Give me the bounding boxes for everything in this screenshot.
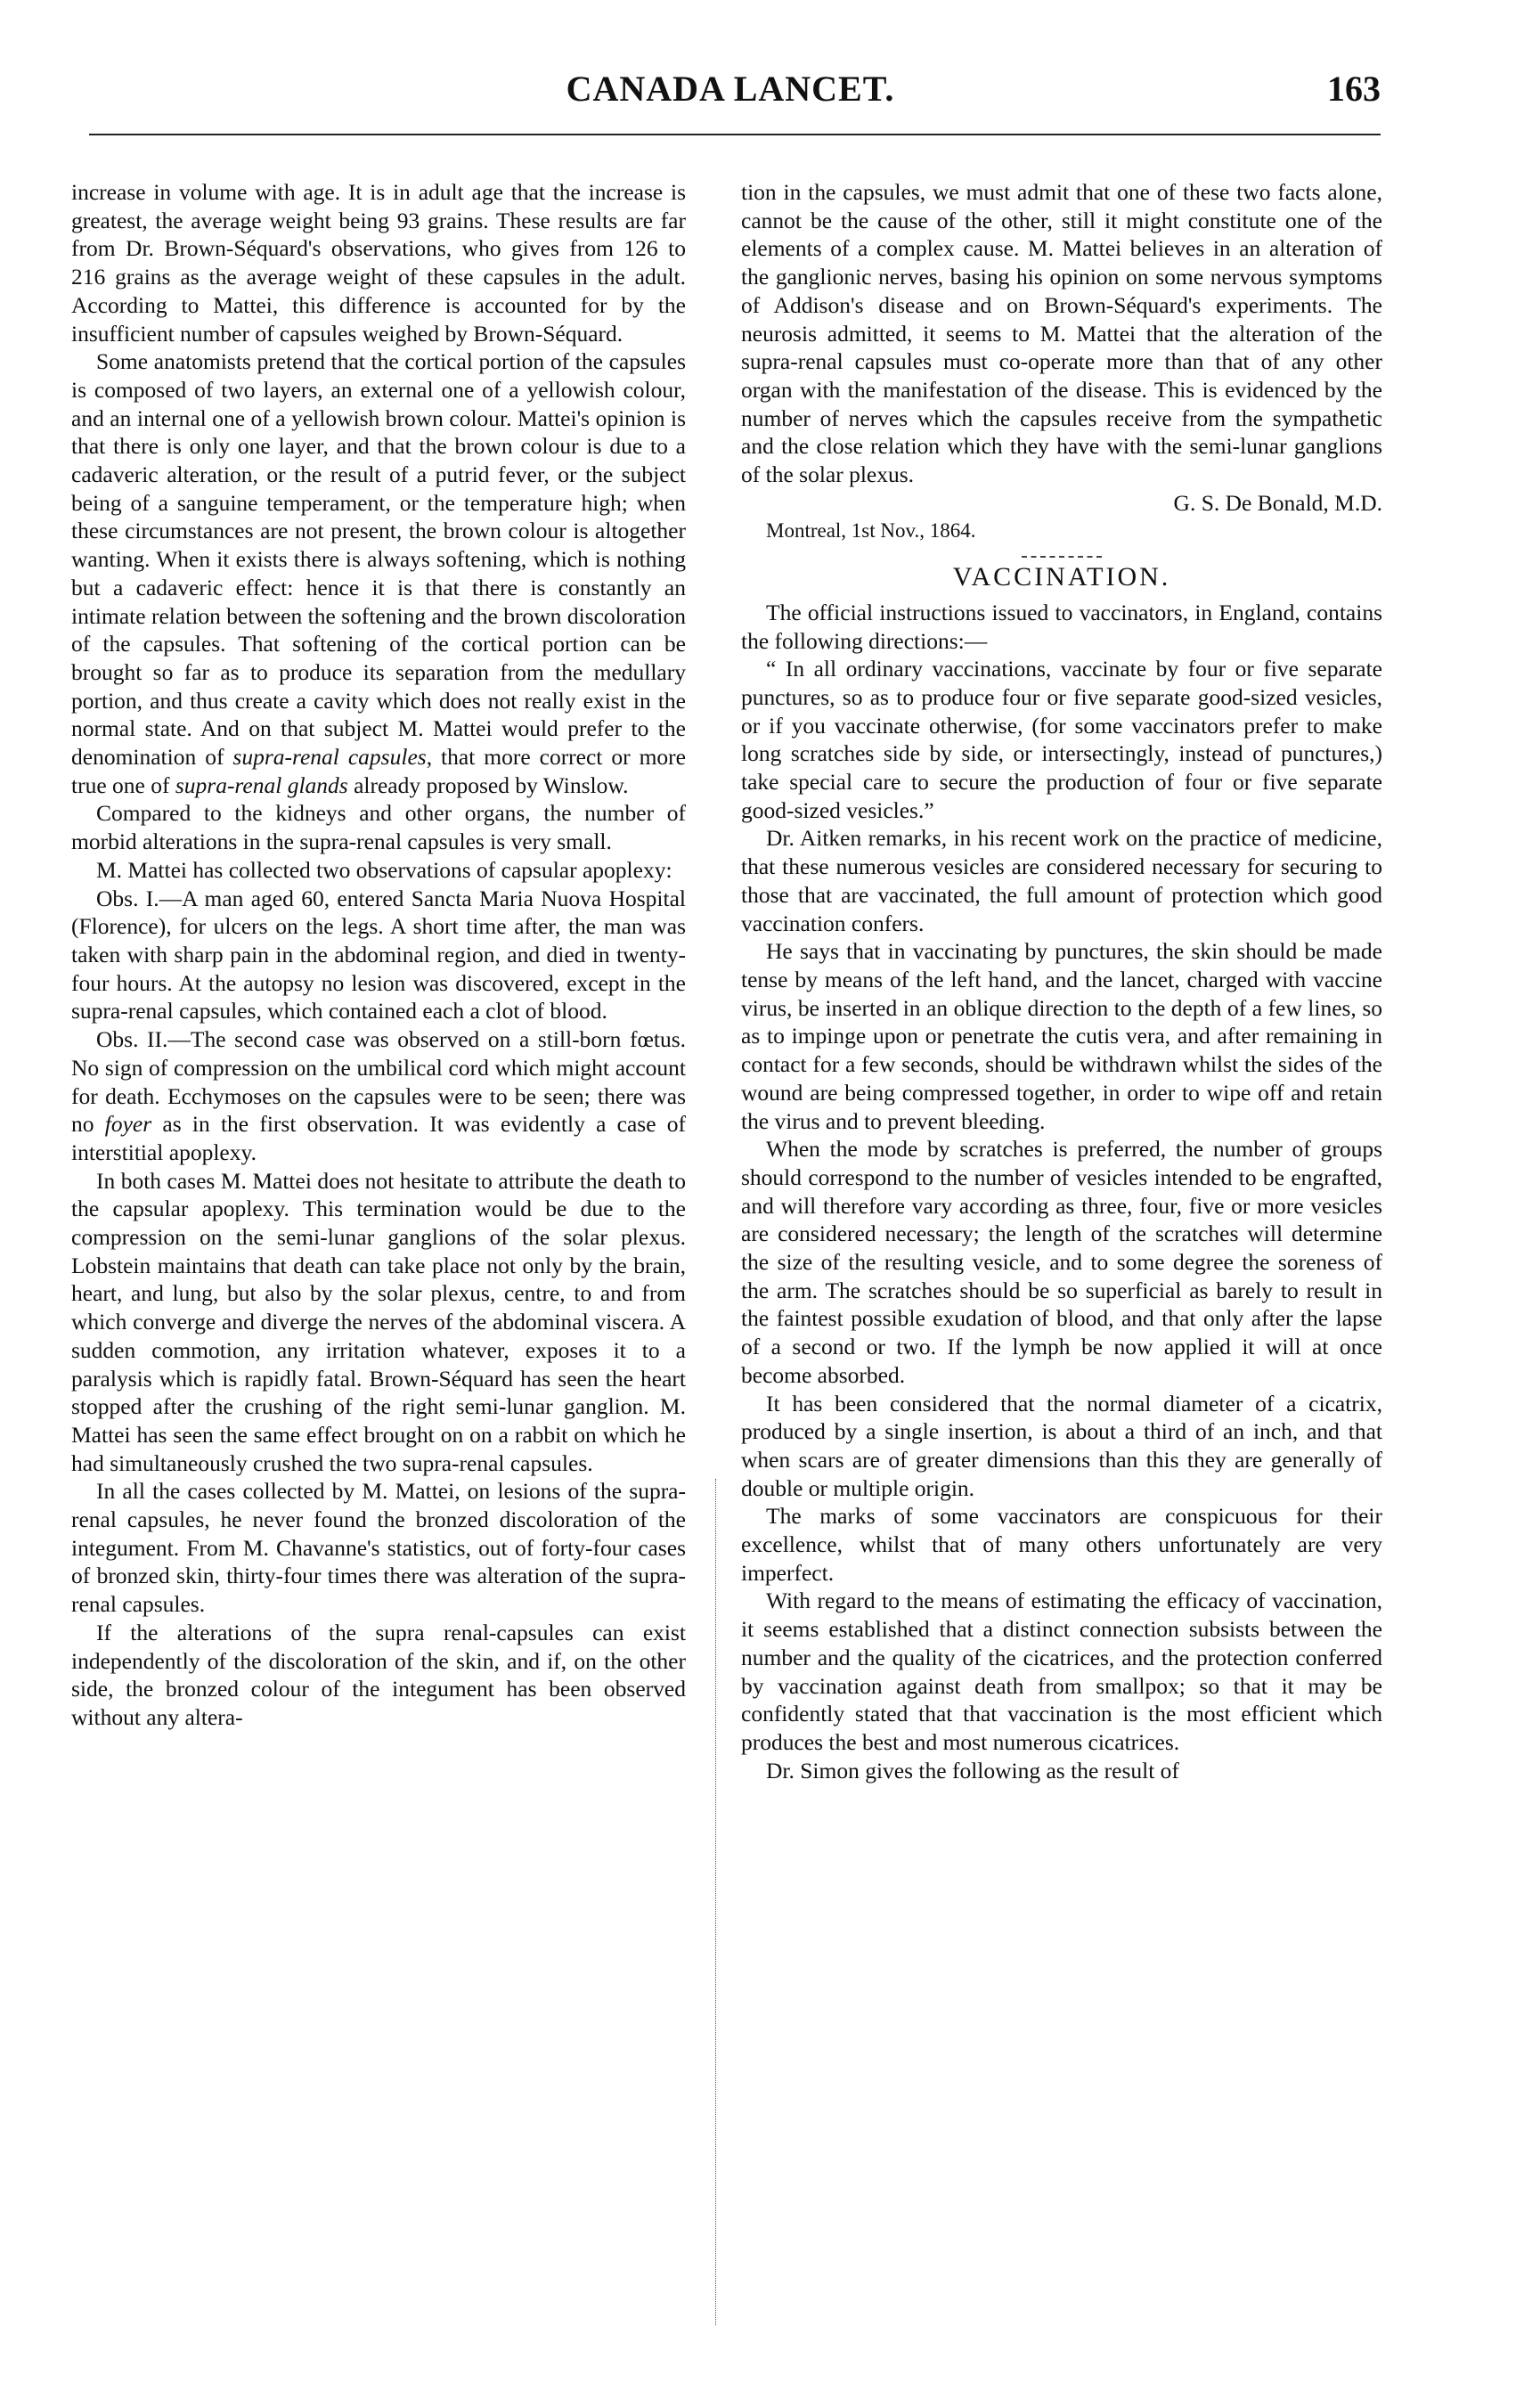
left-column <box>71 178 686 2372</box>
dateline: Montreal, 1st Nov., 1864. <box>766 519 976 543</box>
paragraph: Dr. Aitken remarks, in his recent work on the practice of medicine, that these numerous vesicles are considered necessary for securing to those that are vaccinated, the full amount of protection which good vaccination confers. <box>741 825 1382 936</box>
right-column <box>741 178 1382 2372</box>
paragraph: M. Mattei has collected two observations of capsular apoplexy: <box>96 856 672 883</box>
running-title: CANADA LANCET. <box>566 69 895 109</box>
section-heading: VACCINATION. <box>952 562 1171 592</box>
page-number: 163 <box>1327 69 1381 109</box>
text-run: Obs. II.—The second case was observed on a still-born fœtus. No sign of compression on the umbilical cord which might account for death. Ecchymoses on the capsules were to be seen; there was no <box>71 1026 686 1138</box>
author-signature: G. S. De Bonald, M.D. <box>1173 489 1382 516</box>
text-run: as in the first observation. It was evidently a case of interstitial apoplexy. <box>71 1111 687 1165</box>
paragraph: With regard to the means of estimating the efficacy of vaccination, it seems established that a distinct connection subsists between the number and the quality of the cicatrices, and the protection conferred by vaccination against death from smallpox; so that it may be confidently stated that that vaccination is the most efficient which produces the best and most numerous cicatrices. <box>741 1588 1382 1755</box>
paragraph: In all the cases collected by M. Mattei, on lesions of the supra-renal capsules, he never found the bronzed discoloration of the integument. From M. Chavanne's statistics, out of forty-four cases of bronzed skin, thirty-four times there was alteration of the supra-renal capsules. <box>71 1478 686 1618</box>
observation-1: Obs. I.—A man aged 60, entered Sancta Maria Nuova Hospital (Florence), for ulcers on the legs. A short time after, the man was taken with sharp pain in the abdominal region, and died in twenty-four hours. At the autopsy no lesion was discovered, except in the supra-renal capsules, which contained each a clot of blood. <box>71 885 686 1024</box>
italic-term: supra-renal capsules <box>232 744 427 771</box>
paragraph: If the alterations of the supra renal-capsules can exist independently of the discoloration of the skin, and if, on the other side, the bronzed colour of the integument has been observed without any altera- <box>71 1619 686 1730</box>
column-divider <box>715 1479 716 2325</box>
paragraph: The official instructions issued to vaccinators, in England, contains the following directions:— <box>741 599 1382 654</box>
observation-2 <box>71 1025 686 1167</box>
paragraph <box>71 347 686 799</box>
paragraph: He says that in vaccinating by punctures, the skin should be made tense by means of the left hand, and the lancet, charged with vaccine virus, be inserted in an oblique direction to the depth of a few lines, so as to impinge upon or penetrate the cutis vera, and after remaining in contact for a few seconds, should be withdrawn whilst the sides of the wound are being compressed together, in order to wipe off and retain the virus and to prevent bleeding. <box>741 938 1382 1134</box>
header-rule <box>89 134 1381 135</box>
italic-term: supra-renal glands <box>175 771 348 798</box>
text-run: already proposed by Winslow. <box>347 771 629 798</box>
paragraph: increase in volume with age. It is in adult age that the increase is greatest, the average weight being 93 grains. These results are far from Dr. Brown-Séquard's observations, who gives from 126 to 216 grains as the average weight of these capsules in the adult. According to Mattei, this difference is accounted for by the insufficient number of capsules weighed by Brown-Séquard. <box>71 179 686 347</box>
paragraph: In both cases M. Mattei does not hesitate to attribute the death to the capsular apoplexy. This termination would be due to the compression on the semi-lunar ganglions of the solar plexus. Lobstein maintains that death can take place not only by the brain, heart, and lung, but also by the solar plexus, centre, to and from which converge and diverge the nerves of the abdominal viscera. A sudden commotion, any irritation whatever, exposes it to a paralysis which is rapidly fatal. Brown-Séquard has seen the heart stopped after the crushing of the right semi-lunar ganglion. M. Mattei has seen the same effect brought on on a rabbit on which he had simultaneously crushed the two supra-renal capsules. <box>71 1167 686 1476</box>
paragraph: tion in the capsules, we must admit that one of these two facts alone, cannot be the cause of the other, still it might constitute one of the elements of a complex cause. M. Mattei believes in an alteration of the ganglionic nerves, basing his opinion on some nervous symptoms of Addison's disease and on Brown-Séquard's experiments. The neurosis admitted, it seems to M. Mattei that the alteration of the supra-renal capsules must co-operate more than that of any other organ with the manifestation of the disease. This is evidenced by the number of nerves which the capsules receive from the sympathetic and the close relation which they have with the semi-lunar ganglions of the solar plexus. <box>741 179 1382 488</box>
italic-term: foyer <box>104 1111 152 1138</box>
quoted-instructions: “ In all ordinary vaccinations, vaccinate by four or five separate punctures, so as to produce four or five separate good-sized vesicles, or if you vaccinate otherwise, (for some vaccinators prefer to make long scratches side by side, or intersectingly, instead of punctures,) take special care to secure the production of four or five separate good-sized vesicles.” <box>741 656 1382 823</box>
paragraph: When the mode by scratches is preferred, the number of groups should correspond to the number of vesicles intended to be engrafted, and will therefore vary according as three, four, five or more vesicles are considered necessary; the length of the scratches will determine the size of the resulting vesicle, and to some degree the soreness of the arm. The scratches should be so superficial as barely to result in the faintest possible exudation of blood, and that only after the lapse of a second or two. If the lymph be now applied it will at once become absorbed. <box>741 1136 1382 1388</box>
paragraph: The marks of some vaccinators are conspicuous for their excellence, whilst that of many others unfortunately are very imperfect. <box>741 1503 1382 1586</box>
paragraph: Dr. Simon gives the following as the result of <box>766 1757 1179 1784</box>
text-run: , that more correct or more true one of <box>71 744 686 798</box>
page-header <box>80 64 1381 118</box>
text-run: Some anatomists pretend that the cortical portion of the capsules is composed of two layers, an external one of a yellowish colour, and an internal one of a yellowish brown colour. Mattei's opinion is that there is only one layer, and that the brown colour is due to a cadaveric alteration, or the result of a putrid fever, or the subject being of a sanguine temperament, or the temperature high; when these circumstances are not present, the brown colour is altogether wanting. When it exists there is always softening, which is nothing but a cadaveric effect: hence it is that there is constantly an intimate relation between the softening and the brown discoloration of the capsules. That softening of the cortical portion can be brought so far as to produce its separation from the medullary portion, and thus create a cavity which does not really exist in the normal state. And on that subject M. Mattei would prefer to the denomination of <box>71 348 686 771</box>
section-separator <box>1022 556 1102 558</box>
paragraph: It has been considered that the normal diameter of a cicatrix, produced by a single insertion, is about a third of an inch, and that when scars are of greater dimensions than this they are generally of double or multiple origin. <box>741 1390 1382 1501</box>
paragraph: Compared to the kidneys and other organs, the number of morbid alterations in the supra-renal capsules is very small. <box>71 800 686 855</box>
